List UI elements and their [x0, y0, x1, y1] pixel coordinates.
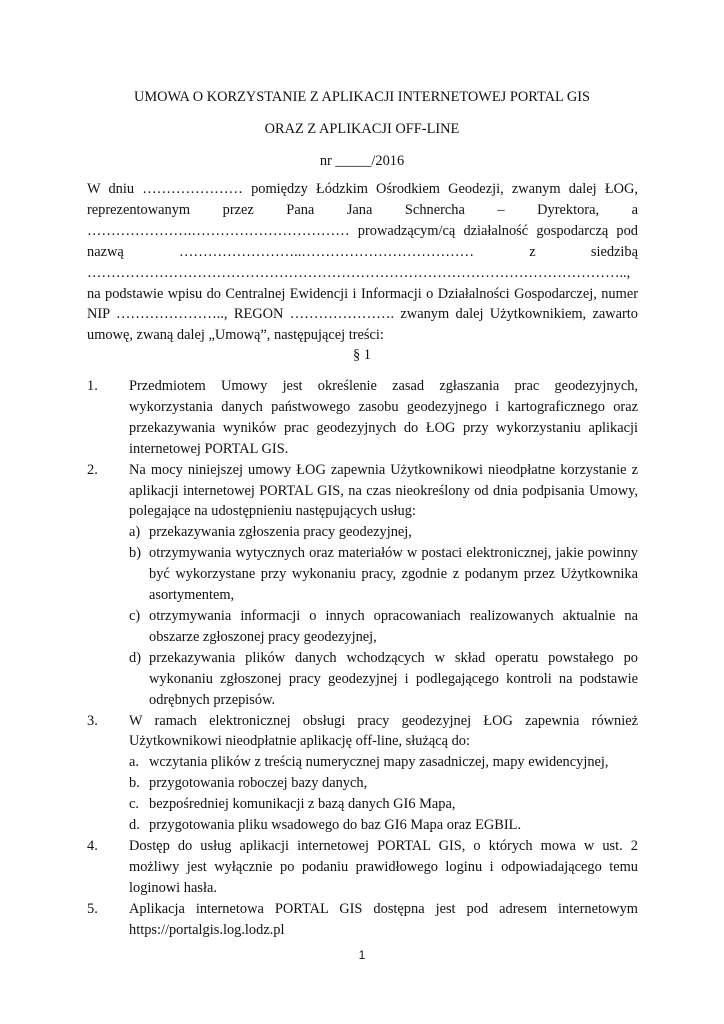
clause-text: Aplikacja internetowa PORTAL GIS dostępna jest pod adresem internetowym https://portalgis.log.lodz.pl	[129, 900, 638, 938]
subclause-list	[129, 522, 638, 710]
subclause-letter: c)	[129, 607, 141, 624]
subclause-item	[129, 773, 638, 794]
subclause-item	[129, 815, 638, 836]
intro-paragraph	[87, 179, 638, 346]
clause-number: 5.	[87, 900, 98, 917]
intro-line: nazwą ……………………..……………………………… z siedzibą	[87, 243, 638, 260]
subclause-letter: d.	[129, 817, 140, 834]
intro-line: umowę, zwaną dalej „Umową”, następującej treści:	[87, 327, 384, 344]
document-title-line-1: UMOWA O KORZYSTANIE Z APLIKACJI INTERNETOWEJ PORTAL GIS	[133, 89, 591, 105]
subclause-letter: b)	[129, 545, 141, 562]
clause-item	[87, 376, 638, 460]
subclause-text: przekazywania zgłoszenia pracy geodezyjnej,	[149, 524, 412, 541]
subclause-text: przygotowania roboczej bazy danych,	[149, 775, 368, 792]
subclause-text: bezpośredniej komunikacji z bazą danych GI6 Mapa,	[149, 796, 456, 813]
subclause-text: otrzymywania wytycznych oraz materiałów w postaci elektronicznej, jakie powinny być wykorzystane przy wykonaniu pracy, zgodnie z podanym przez Użytkownika asortymentem,	[149, 545, 638, 604]
clause-text: Przedmiotem Umowy jest określenie zasad zgłaszania prac geodezyjnych, wykorzystania danych państwowego zasobu geodezyjnego i kartograficznego oraz przekazywania wyników prac geodezyjnych do ŁOG przy wykorzystaniu aplikacji internetowej PORTAL GIS.	[129, 378, 638, 457]
intro-line: W dniu ………………… pomiędzy Łódzkim Ośrodkiem Geodezji, zwanym dalej ŁOG,	[87, 181, 638, 197]
subclause-text: przygotowania pliku wsadowego do baz GI6 Mapa oraz EGBIL.	[149, 817, 522, 834]
subclause-text: wczytania plików z treścią numerycznej mapy zasadniczej, mapy ewidencyjnej,	[149, 754, 609, 771]
subclause-letter: a)	[129, 524, 141, 541]
clause-number: 1.	[87, 378, 98, 394]
intro-line: reprezentowanym przez Pana Jana Schnercha – Dyrektora, a	[87, 201, 638, 218]
subclause-text: przekazywania plików danych wchodzących w skład operatu powstałego po wykonaniu zgłoszonej pracy geodezyjnej i podlegającego kontroli na podstawie odrębnych przepisów.	[149, 649, 638, 708]
subclause-letter: c.	[129, 796, 139, 813]
intro-line: na podstawie wpisu do Centralnej Ewidencji i Informacji o Działalności Gospodarczej, numer	[87, 285, 638, 302]
agreement-number: nr _____/2016	[319, 153, 405, 169]
subclause-item	[129, 752, 638, 773]
clauses-list	[87, 376, 638, 940]
document-title-line-2: ORAZ Z APLIKACJI OFF-LINE	[264, 121, 460, 137]
subclause-letter: a.	[129, 754, 139, 771]
clause-text: W ramach elektronicznej obsługi pracy geodezyjnej ŁOG zapewnia również Użytkownikowi nieodpłatnie aplikację off-line, służącą do:	[129, 712, 638, 750]
page-number: 1	[358, 948, 366, 962]
subclause-letter: d)	[129, 649, 141, 666]
intro-line: ………………….…………………………… prowadzącym/cą działalność gospodarczą pod	[87, 222, 638, 239]
subclause-item	[129, 522, 638, 543]
subclause-item	[129, 543, 638, 606]
clause-item	[87, 836, 638, 899]
clause-number: 2.	[87, 461, 98, 478]
subclause-item	[129, 794, 638, 815]
subclause-item	[129, 648, 638, 711]
intro-line: …………………………………………………………………………………………………..,	[87, 264, 631, 281]
clause-number: 3.	[87, 712, 98, 729]
subclause-text: otrzymywania informacji o innych opracowaniach realizowanych aktualnie na obszarze zgłoszonej pracy geodezyjnej,	[149, 607, 638, 645]
intro-line: NIP ………………….., REGON …………………. zwanym dalej Użytkownikiem, zawarto	[87, 306, 638, 323]
subclause-list	[129, 752, 638, 836]
section-mark: § 1	[353, 347, 371, 363]
clause-text: Dostęp do usług aplikacji internetowej PORTAL GIS, o których mowa w ust. 2 możliwy jest wyłącznie po podaniu prawidłowego loginu i odpowiadającego temu loginowi hasła.	[129, 837, 638, 896]
clause-text: Na mocy niniejszej umowy ŁOG zapewnia Użytkownikowi nieodpłatne korzystanie z aplikacji internetowej PORTAL GIS, na czas nieokreślony od dnia podpisania Umowy, polegające na udostępnieniu następujących usług:	[129, 461, 638, 520]
subclause-letter: b.	[129, 775, 140, 792]
clause-item	[87, 711, 638, 836]
clause-item	[87, 899, 638, 941]
clause-number: 4.	[87, 837, 98, 854]
clause-item	[87, 460, 638, 711]
subclause-item	[129, 606, 638, 648]
